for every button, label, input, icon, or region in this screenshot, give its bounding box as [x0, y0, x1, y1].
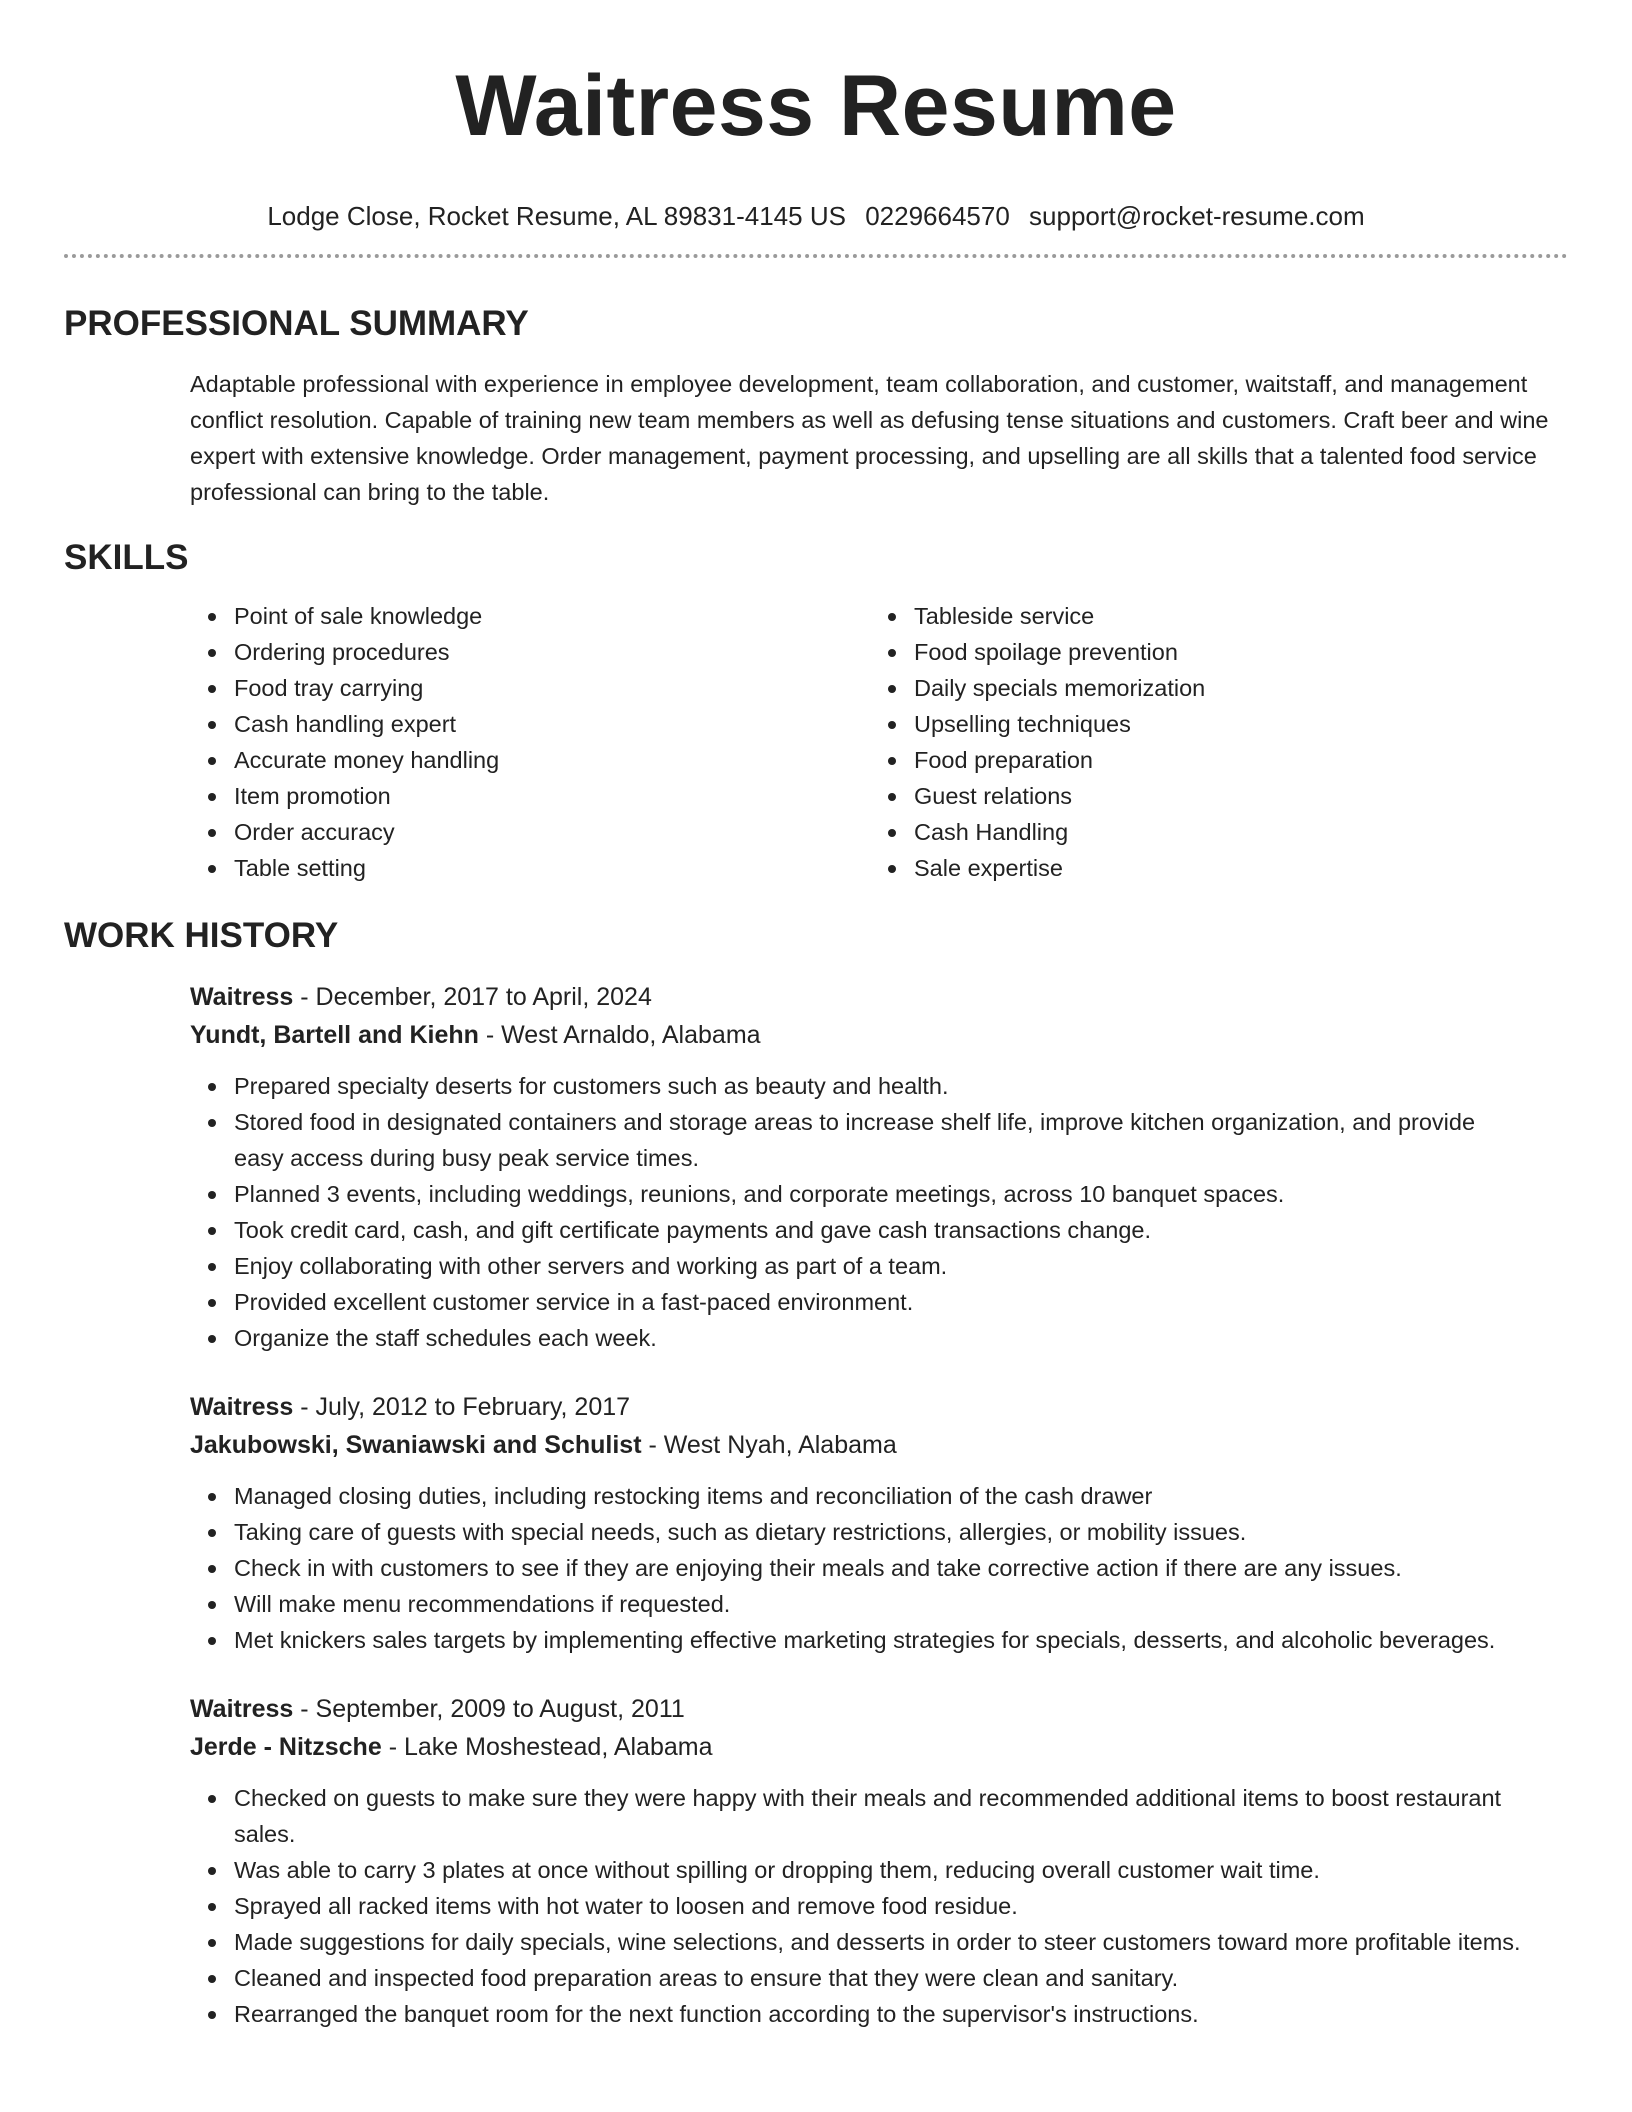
duty-item: Prepared specialty deserts for customers such as beauty and health.	[234, 1068, 1526, 1104]
job-company-line	[190, 1728, 1568, 1766]
job-role-line	[190, 978, 1568, 1016]
skill-item: Food spoilage prevention	[914, 634, 1550, 670]
skill-item: Cash Handling	[914, 814, 1550, 850]
contact-address: Lodge Close, Rocket Resume, AL 89831-4145 US	[267, 201, 846, 231]
job-company: Jakubowski, Swaniawski and Schulist	[190, 1431, 642, 1459]
skill-item: Food tray carrying	[234, 670, 870, 706]
skill-item: Guest relations	[914, 778, 1550, 814]
job-company-line	[190, 1016, 1568, 1054]
duty-item: Will make menu recommendations if requested.	[234, 1586, 1526, 1622]
job-entry	[190, 1388, 1568, 1658]
contact-email: support@rocket-resume.com	[1029, 201, 1365, 231]
duty-item: Was able to carry 3 plates at once without spilling or dropping them, reducing overall customer wait time.	[234, 1852, 1526, 1888]
job-role-line	[190, 1388, 1568, 1426]
resume-page	[64, 0, 1568, 2032]
duty-item: Cleaned and inspected food preparation areas to ensure that they were clean and sanitary.	[234, 1960, 1526, 1996]
skill-item: Point of sale knowledge	[234, 598, 870, 634]
skills-columns	[190, 598, 1568, 886]
duty-item: Planned 3 events, including weddings, reunions, and corporate meetings, across 10 banquet spaces.	[234, 1176, 1526, 1212]
duty-item: Provided excellent customer service in a fast-paced environment.	[234, 1284, 1526, 1320]
job-duties	[190, 1478, 1526, 1658]
job-role: Waitress	[190, 1393, 294, 1421]
skill-item: Daily specials memorization	[914, 670, 1550, 706]
duty-item: Met knickers sales targets by implementing effective marketing strategies for specials, desserts, and alcoholic beverages.	[234, 1622, 1526, 1658]
skill-item: Order accuracy	[234, 814, 870, 850]
job-entry	[190, 1690, 1568, 2032]
skills-list-left	[190, 598, 870, 886]
summary-text: Adaptable professional with experience in employee development, team collaboration, and customer, waitstaff, and management conflict resolution. Capable of training new team members as well as defusing tense situations and customers. Craft beer and wine expert with extensive knowledge. Order management, payment processing, and upselling are all skills that a talented food service professional can bring to the table.	[190, 371, 1549, 505]
job-company: Yundt, Bartell and Kiehn	[190, 1021, 479, 1049]
duty-item: Stored food in designated containers and storage areas to increase shelf life, improve kitchen organization, and provide easy access during busy peak service times.	[234, 1104, 1526, 1176]
duty-item: Checked on guests to make sure they were happy with their meals and recommended additional items to boost restaurant sales.	[234, 1780, 1526, 1852]
duty-item: Made suggestions for daily specials, wine selections, and desserts in order to steer customers toward more profitable items.	[234, 1924, 1526, 1960]
duty-item: Managed closing duties, including restocking items and reconciliation of the cash drawer	[234, 1478, 1526, 1514]
contact-phone: 0229664570	[865, 201, 1010, 231]
job-company: Jerde - Nitzsche	[190, 1733, 382, 1761]
header-divider	[64, 254, 1568, 258]
job-dates: - December, 2017 to April, 2024	[293, 983, 652, 1011]
job-location: - West Nyah, Alabama	[641, 1431, 897, 1459]
job-dates: - September, 2009 to August, 2011	[293, 1695, 685, 1723]
job-duties	[190, 1780, 1526, 2032]
skill-item: Table setting	[234, 850, 870, 886]
skills-heading: SKILLS	[64, 538, 189, 577]
job-dates: - July, 2012 to February, 2017	[293, 1393, 631, 1421]
skill-item: Food preparation	[914, 742, 1550, 778]
duty-item: Taking care of guests with special needs, such as dietary restrictions, allergies, or mobility issues.	[234, 1514, 1526, 1550]
skill-item: Accurate money handling	[234, 742, 870, 778]
skill-item: Tableside service	[914, 598, 1550, 634]
contact-line	[64, 200, 1568, 232]
skill-item: Sale expertise	[914, 850, 1550, 886]
job-role: Waitress	[190, 983, 294, 1011]
job-role-line	[190, 1690, 1568, 1728]
duty-item: Check in with customers to see if they are enjoying their meals and take corrective action if there are any issues.	[234, 1550, 1526, 1586]
skill-item: Ordering procedures	[234, 634, 870, 670]
duty-item: Sprayed all racked items with hot water to loosen and remove food residue.	[234, 1888, 1526, 1924]
job-location: - West Arnaldo, Alabama	[478, 1021, 761, 1049]
skill-item: Item promotion	[234, 778, 870, 814]
skill-item: Cash handling expert	[234, 706, 870, 742]
summary-heading: PROFESSIONAL SUMMARY	[64, 304, 529, 343]
job-company-line	[190, 1426, 1568, 1464]
job-duties	[190, 1068, 1526, 1356]
skill-item: Upselling techniques	[914, 706, 1550, 742]
resume-title: Waitress Resume	[455, 58, 1177, 154]
duty-item: Organize the staff schedules each week.	[234, 1320, 1526, 1356]
duty-item: Enjoy collaborating with other servers and working as part of a team.	[234, 1248, 1526, 1284]
job-location: - Lake Moshestead, Alabama	[381, 1733, 713, 1761]
duty-item: Rearranged the banquet room for the next function according to the supervisor's instructions.	[234, 1996, 1526, 2032]
work-history-heading: WORK HISTORY	[64, 916, 339, 955]
skills-list-right	[870, 598, 1550, 886]
job-entry	[190, 978, 1568, 1356]
job-role: Waitress	[190, 1695, 294, 1723]
duty-item: Took credit card, cash, and gift certificate payments and gave cash transactions change.	[234, 1212, 1526, 1248]
